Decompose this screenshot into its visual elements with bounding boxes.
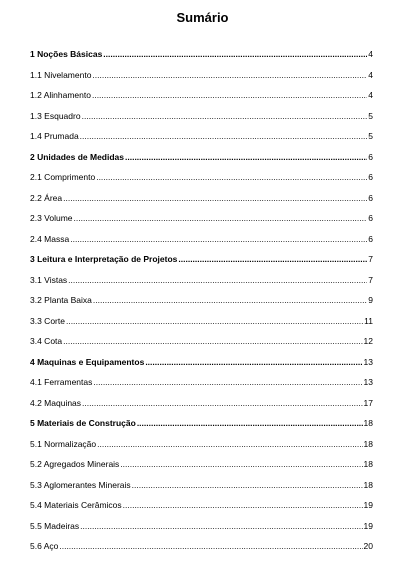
- toc-page-number: 17: [363, 397, 373, 408]
- toc-section-entry[interactable]: [30, 130, 373, 151]
- toc-dot-leader: [68, 274, 367, 286]
- toc-page-number: 19: [363, 520, 373, 531]
- toc-dot-leader: [103, 48, 367, 60]
- toc-chapter-entry[interactable]: [30, 48, 373, 69]
- toc-dot-leader: [80, 130, 368, 142]
- toc-entry-label: 5.1 Normalização: [30, 438, 97, 449]
- toc-section-entry[interactable]: [30, 233, 373, 254]
- toc-section-entry[interactable]: [30, 89, 373, 110]
- toc-dot-leader: [145, 356, 362, 368]
- table-of-contents: [30, 48, 373, 561]
- toc-page-number: 13: [363, 377, 373, 387]
- toc-entry-label: 3.3 Corte: [30, 315, 65, 326]
- toc-entry-label: 2.3 Volume: [30, 213, 73, 223]
- toc-chapter-entry[interactable]: [30, 417, 373, 438]
- toc-entry-label: 4.1 Ferramentas: [30, 377, 93, 387]
- toc-section-entry[interactable]: [30, 171, 373, 192]
- toc-section-entry[interactable]: [30, 274, 373, 295]
- toc-section-entry[interactable]: [30, 110, 373, 131]
- toc-entry-label: 1.4 Prumada: [30, 131, 79, 141]
- toc-section-entry[interactable]: [30, 458, 373, 479]
- toc-page-number: 6: [368, 192, 373, 203]
- toc-entry-label: 5.5 Madeiras: [30, 520, 80, 531]
- toc-entry-label: 1.2 Alinhamento: [30, 90, 91, 100]
- toc-dot-leader: [82, 397, 362, 409]
- toc-page-number: 6: [368, 213, 373, 223]
- toc-page-number: 4: [368, 90, 373, 100]
- toc-dot-leader: [97, 438, 362, 450]
- toc-entry-label: 2.2 Área: [30, 192, 63, 203]
- toc-page-number: 4: [368, 69, 373, 80]
- toc-entry-label: 3.4 Cota: [30, 336, 63, 346]
- toc-entry-label: 5.4 Materiais Cerâmicos: [30, 500, 122, 510]
- toc-entry-label: 5.2 Agregados Minerais: [30, 459, 120, 469]
- toc-dot-leader: [59, 540, 362, 552]
- toc-entry-label: 3.2 Planta Baixa: [30, 295, 92, 305]
- toc-dot-leader: [74, 212, 368, 224]
- toc-section-entry[interactable]: [30, 499, 373, 520]
- toc-entry-label: 1.1 Nivelamento: [30, 69, 92, 80]
- toc-entry-label: 5 Materiais de Construção: [30, 418, 136, 428]
- toc-dot-leader: [120, 458, 362, 470]
- toc-page-number: 5: [368, 131, 373, 141]
- toc-entry-label: 4.2 Maquinas: [30, 397, 82, 408]
- toc-dot-leader: [96, 171, 367, 183]
- toc-section-entry[interactable]: [30, 479, 373, 500]
- toc-page-number: 12: [363, 336, 373, 346]
- toc-dot-leader: [137, 417, 363, 429]
- toc-section-entry[interactable]: [30, 376, 373, 397]
- toc-section-entry[interactable]: [30, 192, 373, 213]
- toc-page-number: 7: [368, 274, 373, 285]
- toc-page-number: 18: [363, 459, 373, 469]
- toc-entry-label: 5.6 Aço: [30, 541, 59, 551]
- toc-entry-label: 2 Unidades de Medidas: [30, 151, 124, 162]
- toc-section-entry[interactable]: [30, 520, 373, 541]
- toc-entry-label: 1.3 Esquadro: [30, 110, 81, 121]
- toc-page-number: 13: [363, 356, 373, 367]
- toc-section-entry[interactable]: [30, 294, 373, 315]
- toc-dot-leader: [82, 110, 368, 122]
- toc-section-entry[interactable]: [30, 335, 373, 356]
- toc-chapter-entry[interactable]: [30, 253, 373, 274]
- toc-dot-leader: [80, 520, 362, 532]
- toc-dot-leader: [125, 151, 367, 163]
- toc-page-number: 9: [368, 295, 373, 305]
- toc-dot-leader: [132, 479, 363, 491]
- toc-entry-label: 4 Maquinas e Equipamentos: [30, 356, 145, 367]
- toc-entry-label: 2.4 Massa: [30, 233, 70, 244]
- toc-section-entry[interactable]: [30, 540, 373, 561]
- toc-dot-leader: [92, 69, 367, 81]
- toc-dot-leader: [123, 499, 363, 511]
- toc-page-number: 6: [368, 151, 373, 162]
- toc-section-entry[interactable]: [30, 69, 373, 90]
- toc-page-number: 6: [368, 233, 373, 244]
- toc-page-number: 5: [368, 110, 373, 121]
- toc-dot-leader: [63, 335, 362, 347]
- toc-page-number: 18: [363, 438, 373, 449]
- toc-entry-label: 5.3 Aglomerantes Minerais: [30, 479, 131, 490]
- toc-dot-leader: [66, 315, 363, 327]
- toc-page-number: 4: [368, 49, 373, 59]
- toc-page-number: 19: [363, 500, 373, 510]
- toc-chapter-entry[interactable]: [30, 151, 373, 172]
- toc-dot-leader: [93, 294, 367, 306]
- toc-section-entry[interactable]: [30, 212, 373, 233]
- toc-section-entry[interactable]: [30, 397, 373, 418]
- toc-dot-leader: [93, 376, 362, 388]
- toc-entry-label: 3 Leitura e Interpretação de Projetos: [30, 254, 178, 264]
- toc-page-number: 18: [363, 479, 373, 490]
- toc-entry-label: 1 Noções Básicas: [30, 49, 103, 59]
- toc-dot-leader: [178, 253, 367, 265]
- toc-page-number: 18: [363, 418, 373, 428]
- toc-entry-label: 3.1 Vistas: [30, 274, 68, 285]
- page-title: Sumário: [176, 10, 229, 25]
- toc-entry-label: 2.1 Comprimento: [30, 172, 96, 182]
- toc-section-entry[interactable]: [30, 438, 373, 459]
- toc-dot-leader: [63, 192, 367, 204]
- toc-page-number: 11: [364, 315, 373, 326]
- toc-page-number: 6: [368, 172, 373, 182]
- toc-dot-leader: [92, 89, 367, 101]
- toc-section-entry[interactable]: [30, 315, 373, 336]
- toc-page-number: 20: [363, 541, 373, 551]
- toc-dot-leader: [70, 233, 367, 245]
- toc-chapter-entry[interactable]: [30, 356, 373, 377]
- toc-page-number: 7: [368, 254, 373, 264]
